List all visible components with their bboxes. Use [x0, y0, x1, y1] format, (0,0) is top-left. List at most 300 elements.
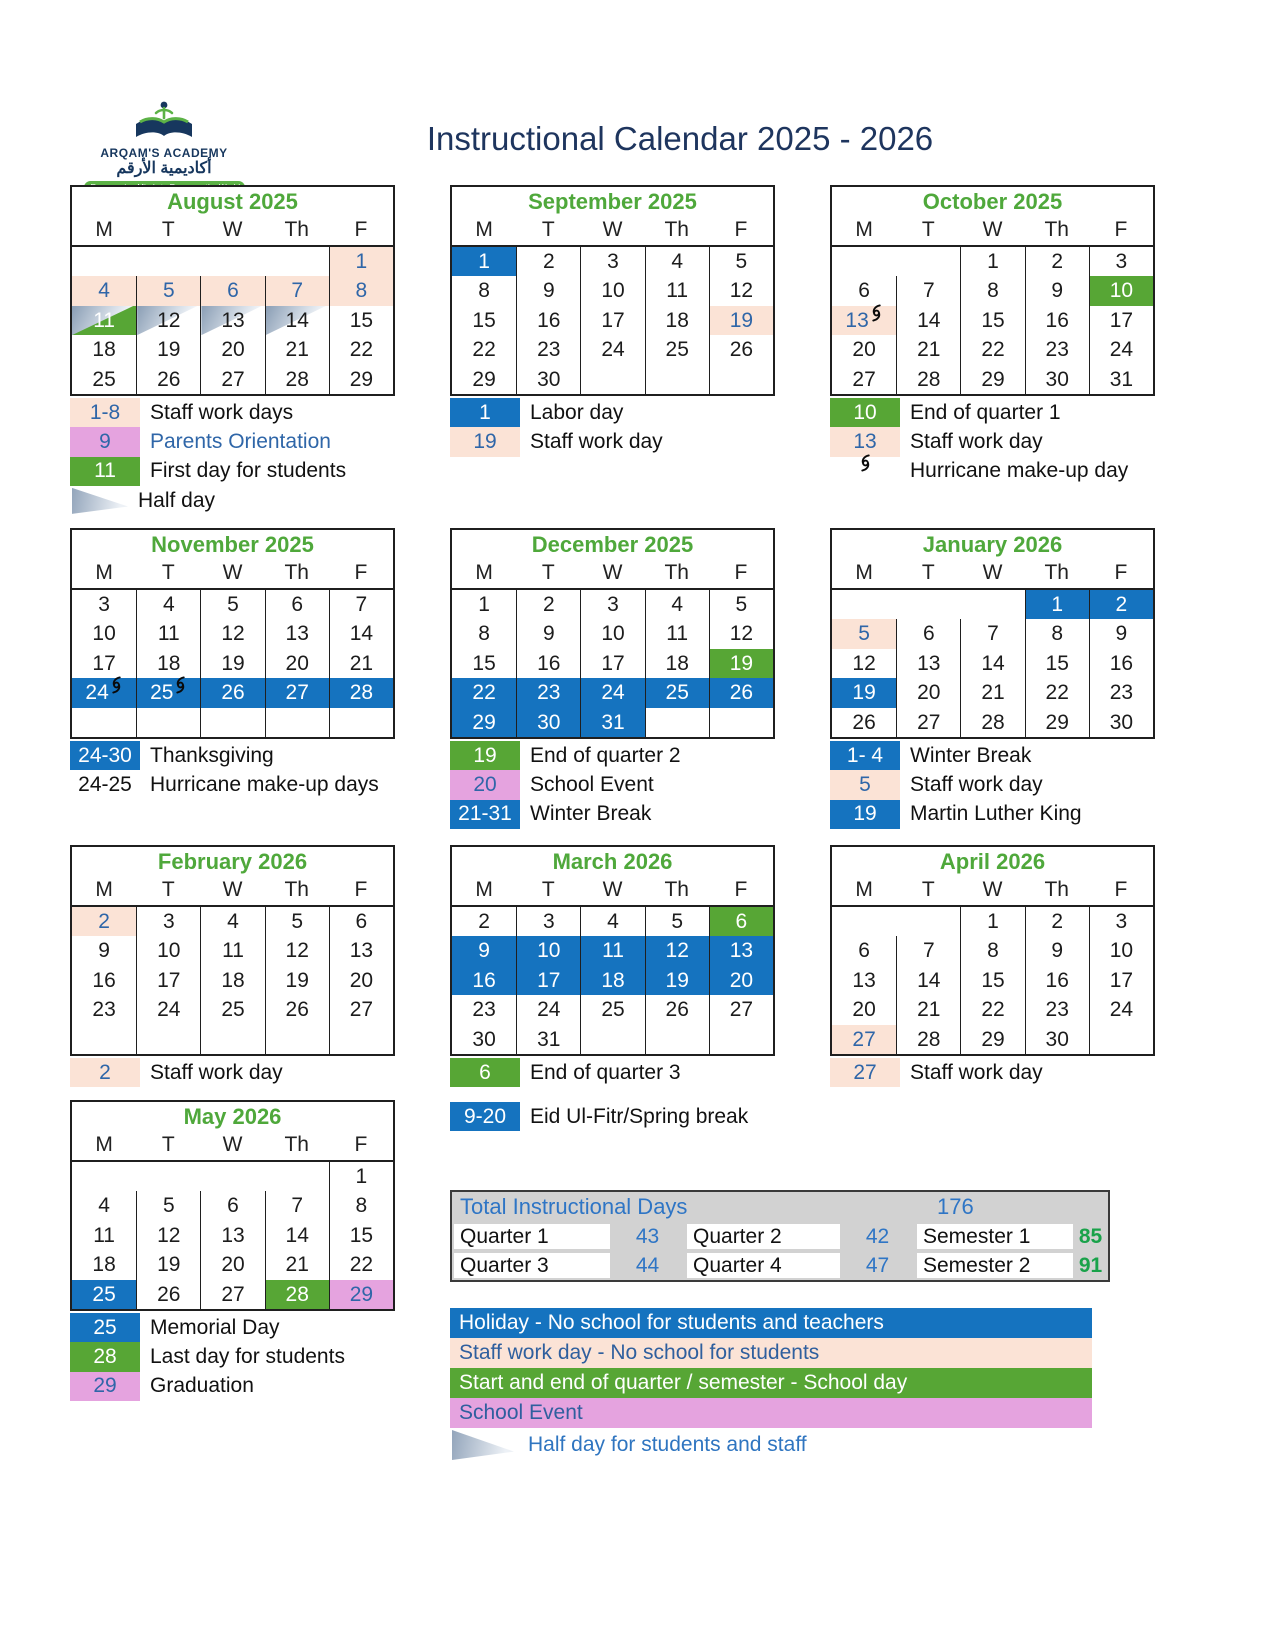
day-number: 17	[537, 968, 561, 992]
day-cell	[329, 590, 393, 619]
day-cell	[516, 276, 580, 305]
day-number: 1	[355, 250, 368, 273]
day-cell	[329, 1280, 393, 1309]
day-cell	[645, 995, 709, 1024]
day-number: 24	[1109, 998, 1134, 1022]
month-calendar	[70, 528, 395, 800]
day-number: 19	[157, 1253, 181, 1277]
day-number: 13	[917, 651, 941, 675]
day-number: 8	[987, 939, 999, 963]
day-cell	[72, 1025, 136, 1054]
weekday-header: F	[1114, 561, 1128, 584]
day-cell	[1025, 590, 1089, 619]
day-number: 1	[355, 1165, 368, 1188]
week-row	[72, 966, 393, 995]
legend-item	[70, 1313, 395, 1342]
day-number: 15	[349, 308, 374, 332]
day-cell	[960, 335, 1024, 364]
week-row	[452, 678, 773, 707]
day-cell	[452, 276, 516, 305]
day-cell	[1025, 247, 1089, 276]
day-cell	[645, 335, 709, 364]
weekday-header-row	[72, 217, 393, 247]
summary-table	[450, 1190, 1110, 1282]
day-cell	[896, 306, 960, 335]
month-table	[70, 845, 395, 1056]
legend-chip: 1-8	[70, 398, 140, 427]
day-cell	[265, 306, 329, 335]
weekday-header: W	[222, 561, 243, 584]
month-title: December 2025	[531, 532, 694, 557]
day-cell	[580, 907, 644, 936]
day-number: 11	[157, 622, 180, 646]
weekday-header: T	[161, 878, 175, 901]
day-number: 1	[478, 250, 490, 273]
day-cell	[709, 995, 773, 1024]
week-row	[452, 649, 773, 678]
day-cell	[709, 306, 773, 335]
day-number: 7	[922, 939, 935, 963]
legend-label: Winter Break	[910, 743, 1032, 767]
day-cell	[452, 365, 516, 394]
day-cell	[1025, 678, 1089, 707]
day-number: 15	[472, 651, 496, 675]
day-cell	[516, 649, 580, 678]
day-number: 25	[665, 338, 689, 362]
day-number: 13	[852, 968, 876, 992]
day-cell	[645, 708, 709, 737]
summary-label: Quarter 3	[454, 1253, 610, 1278]
day-cell	[72, 306, 136, 335]
day-number: 24	[537, 998, 561, 1022]
legend-chip: 9-20	[450, 1102, 520, 1131]
day-number: 5	[735, 250, 748, 273]
weekday-header: T	[541, 561, 555, 584]
day-cell	[136, 247, 200, 276]
legend-item	[70, 1342, 395, 1371]
day-cell	[1025, 365, 1089, 394]
day-cell	[580, 306, 644, 335]
month-title: April 2026	[939, 849, 1046, 874]
day-number: 25	[92, 1282, 116, 1306]
day-cell	[1089, 306, 1153, 335]
legend-item	[450, 770, 775, 799]
month-title: March 2026	[552, 849, 673, 874]
week-row	[832, 306, 1153, 335]
day-cell	[960, 276, 1024, 305]
day-cell	[329, 1250, 393, 1279]
day-number: 26	[157, 1282, 181, 1306]
day-cell	[200, 365, 264, 394]
month-calendar	[830, 185, 1155, 486]
day-cell	[516, 1025, 580, 1054]
legend-label: Staff work day	[530, 430, 663, 454]
weekday-header: M	[95, 218, 113, 241]
day-number: 9	[478, 939, 490, 963]
weekday-header: T	[921, 878, 935, 901]
day-cell	[516, 936, 580, 965]
legend-item	[830, 1058, 1155, 1087]
day-cell	[516, 619, 580, 648]
week-row	[72, 306, 393, 335]
month-calendar	[830, 845, 1155, 1087]
day-number: 18	[601, 968, 625, 992]
month-table	[450, 185, 775, 396]
weekday-header: M	[95, 878, 113, 901]
day-cell	[452, 936, 516, 965]
day-cell	[960, 306, 1024, 335]
day-cell	[1025, 619, 1089, 648]
day-cell	[329, 936, 393, 965]
day-number: 14	[917, 308, 941, 332]
day-number: 25	[601, 998, 625, 1022]
day-cell	[265, 995, 329, 1024]
day-cell	[896, 1025, 960, 1054]
week-row	[452, 907, 773, 936]
day-number: 18	[92, 1253, 116, 1277]
weekday-header: F	[354, 218, 368, 241]
day-cell	[896, 678, 960, 707]
day-number: 6	[858, 279, 870, 303]
day-cell	[516, 966, 580, 995]
day-cell	[896, 619, 960, 648]
day-number: 16	[537, 308, 561, 332]
day-number: 28	[349, 681, 374, 705]
day-cell	[72, 335, 136, 364]
day-cell	[1025, 335, 1089, 364]
day-number: 5	[291, 910, 304, 933]
day-number: 29	[349, 1282, 374, 1306]
weekday-header: F	[354, 561, 368, 584]
legend-label: Thanksgiving	[150, 743, 274, 767]
legend-chip: 10	[830, 398, 900, 427]
day-number: 5	[735, 593, 748, 616]
legend-chip: 6	[450, 1058, 520, 1087]
day-cell	[329, 1221, 393, 1250]
hurricane-icon	[110, 673, 123, 702]
day-cell	[329, 678, 393, 707]
summary-title: Total Instructional Days	[460, 1194, 688, 1219]
month-legend	[70, 398, 395, 516]
day-cell	[832, 276, 896, 305]
day-number: 8	[478, 622, 490, 646]
day-number: 22	[349, 1253, 374, 1277]
day-cell	[265, 649, 329, 678]
weekday-header: W	[982, 218, 1003, 241]
day-cell	[832, 619, 896, 648]
day-cell	[1089, 936, 1153, 965]
legend-label: School Event	[530, 773, 654, 797]
day-number: 28	[917, 367, 941, 391]
legend-chip: 28	[70, 1342, 140, 1371]
day-number: 14	[285, 308, 309, 332]
day-number: 29	[981, 367, 1005, 391]
day-cell	[1025, 966, 1089, 995]
day-number: 11	[93, 308, 115, 332]
day-cell	[72, 966, 136, 995]
legend-label: Eid Ul-Fitr/Spring break	[530, 1104, 749, 1128]
day-cell	[200, 276, 264, 305]
summary-label: Semester 2	[917, 1253, 1073, 1278]
legend-item	[830, 427, 1155, 456]
day-cell	[960, 907, 1024, 936]
weekday-header: Th	[1044, 218, 1069, 241]
day-cell	[329, 1191, 393, 1220]
day-number: 29	[981, 1027, 1005, 1051]
week-row	[72, 995, 393, 1024]
day-number: 7	[291, 279, 304, 303]
legend-label: Staff work day	[910, 773, 1043, 797]
day-number: 28	[981, 710, 1005, 734]
week-row	[452, 306, 773, 335]
weekday-header: W	[982, 878, 1003, 901]
day-number: 3	[542, 910, 555, 933]
weekday-header: M	[475, 878, 493, 901]
day-cell	[832, 995, 896, 1024]
day-cell	[832, 247, 896, 276]
hurricane-icon	[174, 673, 187, 702]
day-cell	[1089, 649, 1153, 678]
day-cell	[452, 907, 516, 936]
day-number: 12	[729, 622, 754, 646]
day-number: 12	[665, 939, 689, 963]
month-calendar	[450, 528, 775, 829]
day-cell	[265, 966, 329, 995]
day-cell	[580, 590, 644, 619]
weekday-header: M	[475, 218, 493, 241]
day-number: 23	[92, 998, 116, 1022]
legend-label: Memorial Day	[150, 1315, 280, 1339]
day-cell	[960, 365, 1024, 394]
week-row	[72, 1280, 393, 1309]
day-cell	[1089, 247, 1153, 276]
weekday-header-row	[72, 560, 393, 590]
legend-chip: 19	[450, 741, 520, 770]
day-cell	[580, 335, 644, 364]
legend-item	[830, 398, 1155, 427]
day-cell	[832, 1025, 896, 1054]
day-number: 7	[355, 593, 368, 616]
day-cell	[136, 590, 200, 619]
day-cell	[832, 306, 896, 335]
legend-item	[450, 427, 775, 456]
day-number: 21	[285, 1253, 309, 1277]
legend-label: End of quarter 2	[530, 743, 681, 767]
weekday-header: Th	[284, 561, 309, 584]
weekday-header-row	[832, 560, 1153, 590]
week-row	[832, 365, 1153, 394]
month-title: August 2025	[167, 189, 298, 214]
day-cell	[265, 907, 329, 936]
day-cell	[580, 708, 644, 737]
day-cell	[72, 365, 136, 394]
weekday-header: T	[921, 218, 935, 241]
day-number: 18	[92, 338, 116, 362]
day-cell	[709, 365, 773, 394]
weekday-header: M	[95, 561, 113, 584]
month-table	[70, 528, 395, 739]
month-table	[830, 185, 1155, 396]
legend-label: Staff work day	[910, 430, 1043, 454]
month-table	[450, 528, 775, 739]
week-row	[72, 1191, 393, 1220]
day-number: 27	[729, 998, 754, 1022]
day-cell	[200, 335, 264, 364]
legend-chip: 1	[450, 398, 520, 427]
day-cell	[645, 936, 709, 965]
day-number: 10	[157, 939, 181, 963]
day-number: 4	[671, 250, 684, 273]
legend-chip: 1- 4	[830, 741, 900, 770]
day-number: 26	[221, 681, 245, 705]
weekday-header: Th	[284, 218, 309, 241]
week-row	[72, 678, 393, 707]
month-legend	[70, 1313, 395, 1401]
legend-eid-spring-break	[450, 1102, 748, 1131]
day-cell	[200, 936, 264, 965]
summary-total-days: 176	[937, 1194, 974, 1219]
legend-item	[830, 770, 1155, 799]
weekday-header: Th	[1044, 878, 1069, 901]
day-cell	[452, 1025, 516, 1054]
day-cell	[896, 966, 960, 995]
day-cell	[136, 1250, 200, 1279]
summary-value: 85	[1078, 1224, 1103, 1248]
day-number: 6	[922, 622, 935, 646]
day-number: 16	[92, 968, 116, 992]
legend-item	[70, 486, 395, 515]
day-cell	[329, 966, 393, 995]
legend-label: First day for students	[150, 459, 347, 483]
day-number: 21	[917, 998, 941, 1022]
legend-chip: 24-30	[70, 741, 140, 770]
day-number: 2	[98, 910, 110, 933]
day-number: 3	[607, 593, 619, 616]
day-cell	[1089, 619, 1153, 648]
day-number: 15	[349, 1223, 374, 1247]
day-number: 13	[349, 939, 374, 963]
day-cell	[709, 619, 773, 648]
day-number: 19	[729, 308, 754, 332]
color-legend-bar: Holiday - No school for students and teachers	[450, 1308, 1092, 1338]
legend-label: Staff work day	[150, 1060, 283, 1084]
day-cell	[265, 365, 329, 394]
legend-item	[70, 770, 395, 799]
summary-row	[452, 1251, 1108, 1280]
day-cell	[645, 365, 709, 394]
school-logo	[84, 100, 244, 195]
day-cell	[832, 708, 896, 737]
day-number: 27	[285, 681, 309, 705]
day-cell	[832, 335, 896, 364]
day-number: 16	[1109, 651, 1134, 675]
day-cell	[516, 365, 580, 394]
day-cell	[960, 619, 1024, 648]
day-cell	[265, 619, 329, 648]
day-cell	[136, 907, 200, 936]
day-cell	[516, 590, 580, 619]
day-cell	[1025, 995, 1089, 1024]
day-cell	[896, 365, 960, 394]
day-cell	[452, 590, 516, 619]
day-number: 18	[665, 651, 689, 675]
week-row	[452, 335, 773, 364]
month-table	[830, 528, 1155, 739]
day-cell	[72, 1221, 136, 1250]
day-number: 8	[355, 279, 368, 303]
day-number: 17	[601, 308, 625, 332]
day-number: 24	[601, 681, 625, 705]
weekday-header-row	[832, 217, 1153, 247]
day-cell	[832, 678, 896, 707]
legend-item	[70, 1058, 395, 1087]
day-number: 3	[607, 250, 619, 273]
day-number: 4	[98, 279, 110, 303]
legend-chip: 5	[830, 770, 900, 799]
day-cell	[1089, 590, 1153, 619]
day-cell	[832, 966, 896, 995]
day-cell	[72, 1162, 136, 1191]
day-number: 31	[537, 1027, 561, 1051]
day-number: 17	[157, 968, 181, 992]
day-number: 8	[355, 1194, 368, 1218]
week-row	[72, 1221, 393, 1250]
day-cell	[452, 966, 516, 995]
legend-item	[70, 398, 395, 427]
day-cell	[136, 995, 200, 1024]
weekday-header: Th	[1044, 561, 1069, 584]
day-cell	[516, 678, 580, 707]
month-legend	[70, 1058, 395, 1087]
legend-chip: 19	[450, 427, 520, 456]
day-number: 2	[1051, 910, 1064, 933]
day-cell	[136, 1280, 200, 1309]
day-cell	[72, 276, 136, 305]
day-number: 10	[92, 622, 116, 646]
day-cell	[136, 936, 200, 965]
weekday-header: T	[541, 218, 555, 241]
week-row	[832, 995, 1153, 1024]
day-cell	[645, 306, 709, 335]
day-number: 6	[735, 910, 748, 933]
day-number: 6	[355, 910, 368, 933]
day-cell	[329, 365, 393, 394]
weekday-header-row	[832, 877, 1153, 907]
day-number: 4	[671, 593, 684, 616]
day-number: 26	[665, 998, 689, 1022]
day-cell	[1025, 306, 1089, 335]
weekday-header: W	[602, 561, 623, 584]
day-number: 31	[1109, 367, 1134, 391]
week-row	[72, 247, 393, 276]
day-number: 13	[729, 939, 754, 963]
day-cell	[832, 365, 896, 394]
day-number: 19	[285, 968, 309, 992]
day-number: 15	[981, 968, 1005, 992]
day-cell	[72, 678, 136, 707]
day-number: 9	[1051, 939, 1064, 963]
month-table	[450, 845, 775, 1056]
weekday-header: M	[855, 878, 873, 901]
summary-label: Quarter 1	[454, 1224, 610, 1249]
weekday-header: F	[734, 561, 748, 584]
day-cell	[200, 649, 264, 678]
day-number: 3	[1115, 910, 1128, 933]
day-cell	[1025, 907, 1089, 936]
day-cell	[200, 619, 264, 648]
day-cell	[136, 678, 200, 707]
weekday-header: T	[161, 218, 175, 241]
